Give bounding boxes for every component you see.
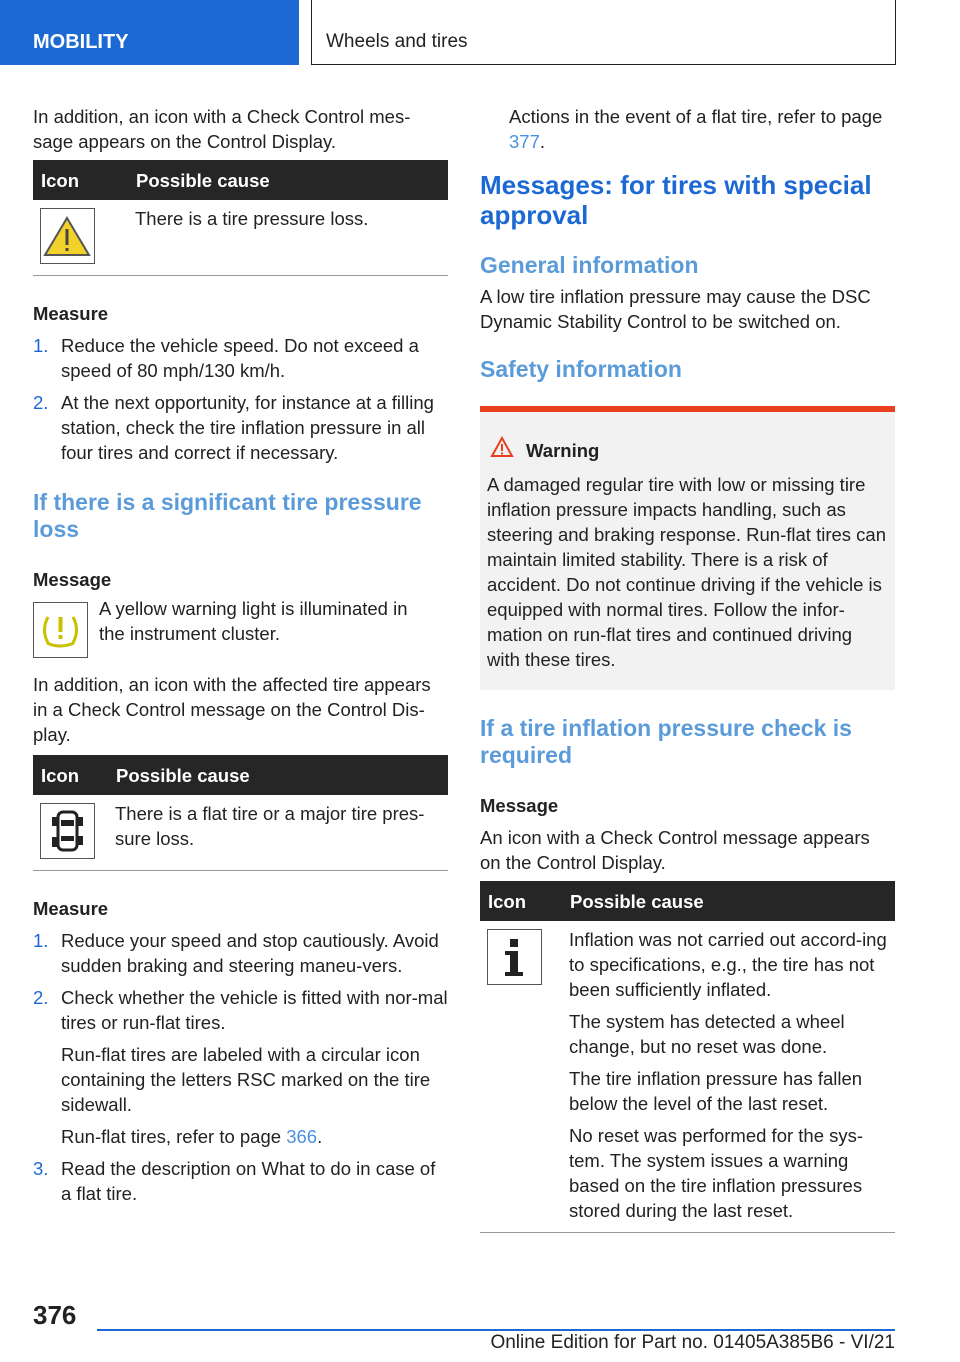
message-label-right: Message	[480, 795, 559, 816]
message-text-right: An icon with a Check Control message appears on the Control Display.	[480, 827, 870, 873]
edition-text: Online Edition for Part no. 01405A385B6 - VI/21	[490, 1332, 895, 1353]
table-header	[33, 160, 448, 200]
section-label: MOBILITY	[33, 31, 129, 53]
warning-text: A damaged regular tire with low or missing tire inflation pressure impacts handling, such as steering and braking response. Run-flat tires can maintain limited stability. There is a risk of accident. Do not continue driving if the vehicle is equipped with normal tires. Follow the infor-mation on run-flat tires and continued driving with these tires.	[487, 474, 886, 670]
list-item: 1. Reduce the vehicle speed. Do not exceed a speed of 80 mph/130 km/h.	[33, 335, 419, 381]
tire-pressure-light-icon	[33, 602, 88, 658]
col-cause-header: Possible cause	[136, 169, 270, 191]
icon-table-1	[33, 160, 448, 276]
runflat-ref: Run-flat tires, refer to page 366.	[61, 1126, 323, 1147]
list-item: 2. Check whether the vehicle is fitted with nor-mal tires or run-flat tires.	[33, 987, 448, 1033]
list-item: 3. Read the description on What to do in case of a flat tire.	[33, 1158, 436, 1204]
table-header	[33, 755, 448, 795]
cause-item: The tire inflation pressure has fallen below the level of the last reset.	[569, 1068, 863, 1114]
section-tab	[0, 0, 299, 65]
heading-special-approval: Messages: for tires with special approval	[480, 170, 872, 230]
cause-item: No reset was performed for the sys-tem. The system issues a warning based on the tire inflation pressures stored during the last reset.	[569, 1125, 864, 1221]
col-cause-header: Possible cause	[570, 890, 704, 912]
affected-tire-paragraph: In addition, an icon with the affected tire appears in a Check Control message on the Control Dis-play.	[33, 674, 431, 745]
flat-tire-car-icon	[40, 803, 95, 859]
rsc-paragraph: Run-flat tires are labeled with a circular icon containing the letters RSC marked on the tire sidewall.	[61, 1044, 431, 1115]
chapter-header	[311, 0, 896, 65]
tire-pressure-warning-icon	[40, 208, 95, 264]
table-cause: There is a tire pressure loss.	[135, 208, 369, 229]
heading-pressure-check: If a tire inflation pressure check is required	[480, 715, 852, 768]
chapter-title: Wheels and tires	[326, 31, 468, 52]
page-link-366[interactable]: 366	[286, 1126, 318, 1147]
warning-title-row	[487, 436, 888, 464]
warning-title: Warning	[526, 439, 600, 461]
general-info-text: A low tire inflation pressure may cause the DSC Dynamic Stability Control to be switched on.	[480, 286, 871, 332]
warning-triangle-icon	[490, 436, 520, 464]
col-icon-header: Icon	[41, 169, 80, 191]
warning-box	[480, 406, 895, 690]
col-icon-header: Icon	[488, 890, 527, 912]
actions-ref: Actions in the event of a flat tire, refer to page 377.	[509, 106, 883, 152]
icon-table-2	[33, 755, 448, 871]
col-icon-header: Icon	[41, 764, 80, 786]
icon-table-3	[480, 881, 895, 1233]
warning-light-row	[33, 596, 448, 658]
page-number: 376	[33, 1300, 77, 1330]
measure-list-2	[33, 928, 448, 1206]
heading-safety-info: Safety information	[480, 356, 682, 382]
left-column	[33, 104, 448, 1206]
cause-item: Inflation was not carried out accord-ing to specifications, e.g., the tire has not been sufficiently inflated.	[569, 929, 887, 1000]
cause-list	[569, 921, 889, 1223]
right-column	[480, 104, 895, 1233]
intro-paragraph: In addition, an icon with a Check Control mes-sage appears on the Control Display.	[33, 106, 411, 152]
cause-item: The system has detected a wheel change, but no reset was done.	[569, 1011, 845, 1057]
heading-general-info: General information	[480, 252, 699, 278]
warning-light-text: A yellow warning light is illuminated in the instrument cluster.	[99, 598, 408, 644]
list-item: 1. Reduce your speed and stop cautiously. Avoid sudden braking and steering maneu-vers.	[33, 930, 439, 976]
table-row	[480, 921, 895, 1233]
message-label: Message	[33, 569, 112, 590]
table-row	[33, 200, 448, 276]
heading-significant-loss: If there is a significant tire pressure loss	[33, 489, 422, 542]
info-icon	[487, 929, 542, 985]
footer-rule	[97, 1329, 895, 1331]
col-cause-header: Possible cause	[116, 764, 250, 786]
measure-list-1	[33, 333, 448, 465]
table-row	[33, 795, 448, 871]
table-cause: There is a flat tire or a major tire pres-sure loss.	[115, 803, 425, 849]
measure-heading-2: Measure	[33, 898, 109, 919]
table-header	[480, 881, 895, 921]
measure-heading-1: Measure	[33, 303, 109, 324]
page-link-377[interactable]: 377	[509, 131, 540, 152]
list-item: 2. At the next opportunity, for instance at a filling station, check the tire inflation pressure in all four tires and correct if necessary.	[33, 392, 434, 463]
